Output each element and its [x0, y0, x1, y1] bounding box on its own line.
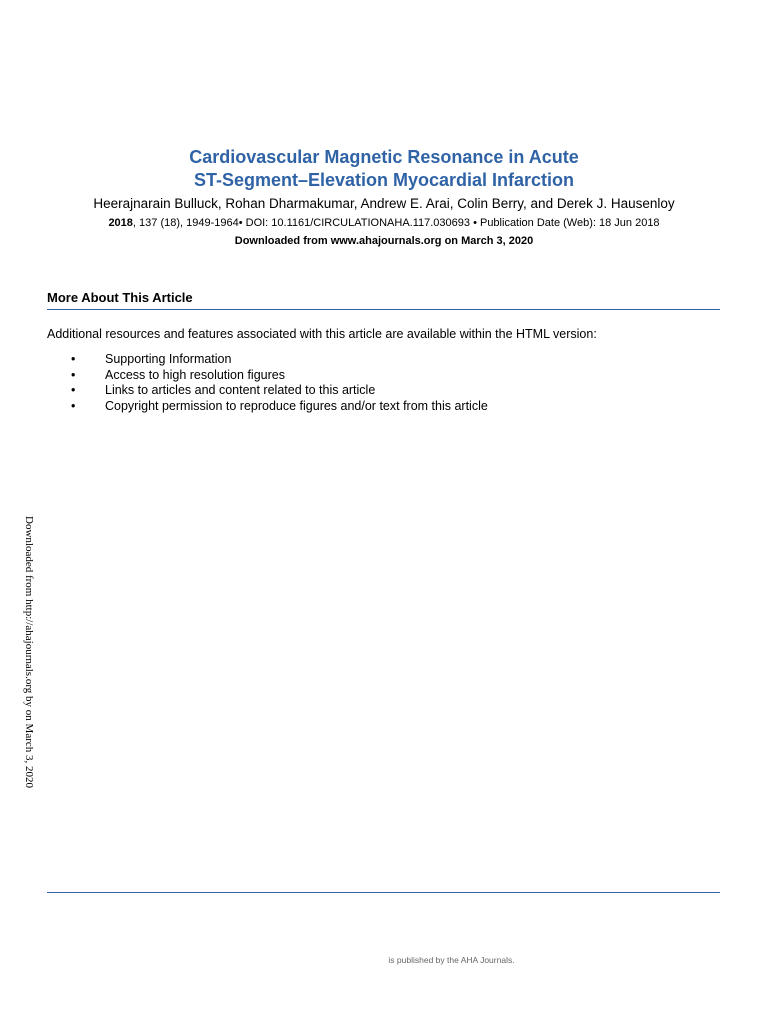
article-header — [0, 146, 768, 249]
bullet-icon: • — [71, 383, 76, 398]
list-item-label[interactable]: Links to articles and content related to this article — [105, 383, 376, 398]
list-item-label[interactable]: Access to high resolution figures — [105, 367, 285, 382]
article-authors: Heerajnarain Bulluck, Rohan Dharmakumar, Andrew E. Arai, Colin Berry, and Derek J. Hausenloy — [93, 196, 675, 211]
section-intro: Additional resources and features associated with this article are available within the HTML version: — [47, 327, 597, 341]
downloaded-notice: Downloaded from www.ahajournals.org on March 3, 2020 — [234, 235, 534, 247]
article-citation — [0, 216, 768, 231]
list-item-label[interactable]: Supporting Information — [105, 352, 232, 366]
bullet-icon: • — [71, 399, 76, 414]
bullet-icon: • — [71, 352, 76, 366]
vertical-download-stamp: Downloaded from http://ahajournals.org by on March 3, 2020 — [23, 516, 35, 788]
article-title-line-1[interactable]: Cardiovascular Magnetic Resonance in Acute — [189, 147, 579, 167]
footer-divider — [47, 892, 720, 893]
section-divider — [47, 309, 720, 310]
article-title-line-2[interactable]: ST-Segment–Elevation Myocardial Infarction — [193, 170, 575, 190]
bullet-icon: • — [71, 367, 76, 382]
list-item-label[interactable]: Copyright permission to reproduce figures and/or text from this article — [105, 399, 488, 414]
citation-details: , 137 (18), 1949-1964• DOI: 10.1161/CIRCULATIONAHA.117.030693 • Publication Date (Web): 18 Jun 2018 — [132, 217, 660, 229]
citation-year: 2018 — [108, 217, 133, 229]
publisher-footer: is published by the AHA Journals. — [388, 955, 515, 965]
section-heading: More About This Article — [47, 290, 193, 305]
